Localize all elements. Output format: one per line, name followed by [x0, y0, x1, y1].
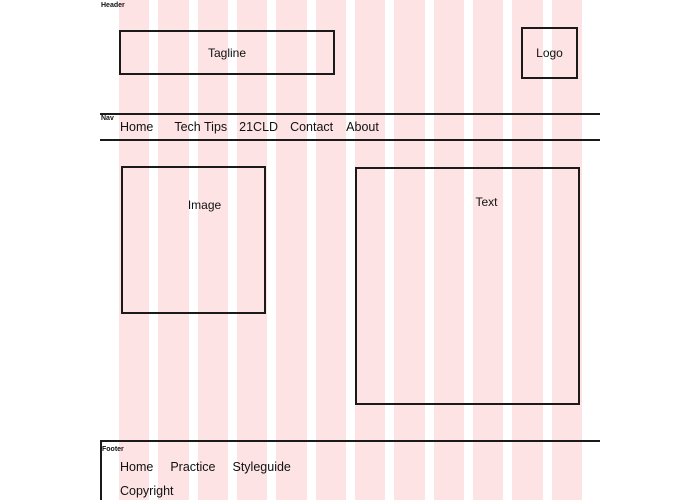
nav-item-contact[interactable]: Contact: [290, 120, 334, 134]
nav-menu: [120, 120, 379, 134]
grid-column: [276, 0, 306, 500]
tagline-placeholder-box: [119, 30, 335, 75]
logo-label: Logo: [536, 46, 563, 60]
nav-item-tech-tips[interactable]: Tech Tips: [174, 120, 228, 134]
footer-top-rule: [100, 440, 600, 442]
image-placeholder-box: [121, 166, 266, 314]
header-section-label: Header: [101, 2, 125, 9]
footer-item-practice[interactable]: Practice: [170, 460, 216, 474]
footer-item-styleguide[interactable]: Styleguide: [232, 460, 291, 474]
logo-placeholder-box: [521, 27, 578, 79]
text-placeholder-box: [355, 167, 580, 405]
footer-menu: [120, 460, 291, 474]
image-label: Image: [187, 198, 222, 212]
nav-item-21cld[interactable]: 21CLD: [239, 120, 279, 134]
copyright-text: Copyright: [120, 484, 174, 498]
tagline-label: Tagline: [207, 45, 247, 60]
footer-section-label: Footer: [102, 446, 124, 453]
nav-bottom-rule: [100, 139, 600, 141]
nav-item-home[interactable]: Home: [120, 120, 154, 134]
nav-top-rule: [100, 113, 600, 115]
footer-item-home[interactable]: Home: [120, 460, 154, 474]
nav-item-about[interactable]: About: [346, 120, 379, 134]
grid-column: [316, 0, 346, 500]
nav-section-label: Nav: [101, 115, 114, 122]
text-label: Text: [475, 195, 498, 209]
